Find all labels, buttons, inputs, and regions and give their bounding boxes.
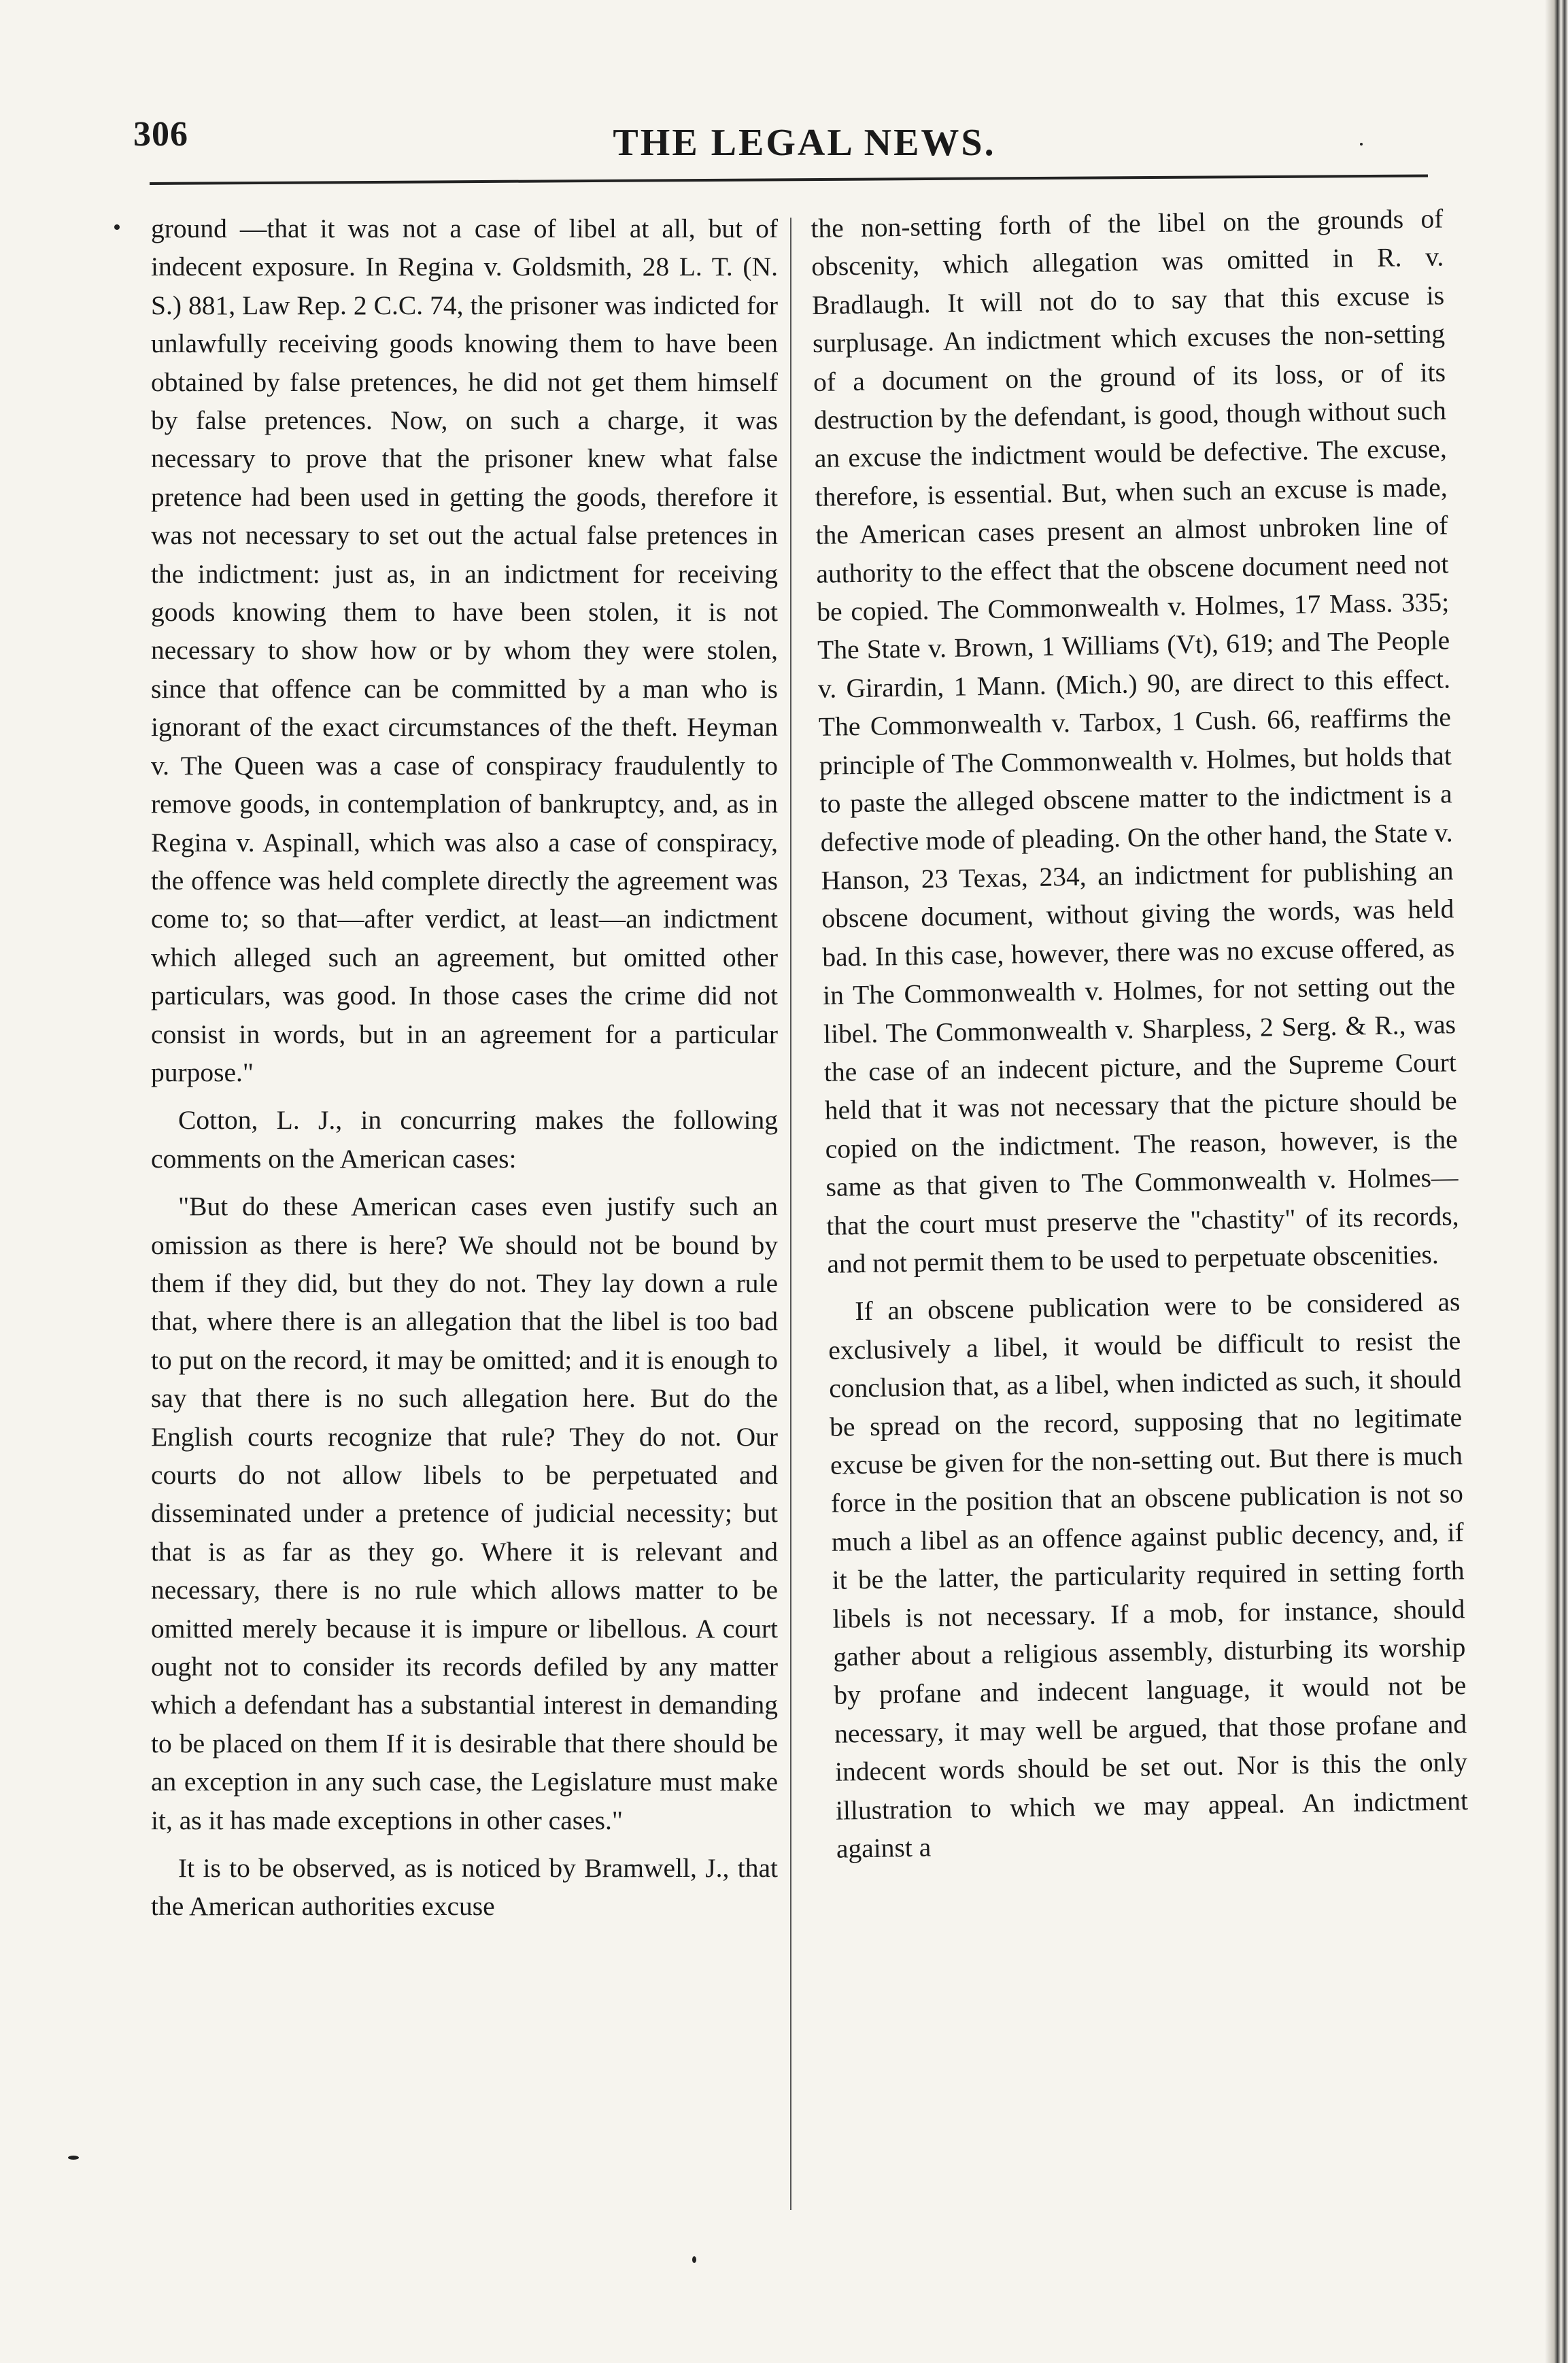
page-number: 306 [133,115,188,154]
page-binding-edge [1545,0,1568,2363]
column-divider [790,218,791,2210]
left-column [151,209,778,1926]
left-paragraph-2: Cotton, L. J., in concurring makes the following comments on the American cases: [151,1105,778,1174]
left-paragraph-4: It is to be observed, as is noticed by Bramwell, J., that the American authorities excuse [151,1853,778,1922]
right-column [811,199,1469,1868]
ink-speck [68,2156,79,2160]
ink-speck [1360,143,1363,146]
running-head-title: THE LEGAL NEWS. [613,122,996,164]
ink-speck [114,224,120,230]
right-paragraph-2: If an obscene publication were to be considered as exclusively a libel, it would be difficult to resist the conclusion that, as a libel, when indicted as such, it should be spread on the record, supposing that no legitimate excuse be given for the non-setting out. But there is much force in the position that an obscene publication is not so much a libel as an offence against public decency, and, if it be the latter, the particularity required in setting forth libels is not necessary. If a mob, for instance, should gather about a religious assembly, disturbing its worship by profane and indecent language, it would not be necessary, it may well be argued, that those profane and indecent words should be set out. Nor is this the only illustration to which we may appeal. An indictment against a [828,1287,1469,1864]
left-paragraph-3: "But do these American cases even justify such an omission as there is here? We should not be bound by them if they did, but they do not. They lay down a rule that, where there is an allegation that the libel is too bad to put on the record, it may be omitted; and it is enough to say that there is no such allegation here. But do the English courts recognize that rule? They do not. Our courts do not allow libels to be perpetuated and disseminated under a pretence of judicial necessity; but that is as far as they go. Where it is relevant and necessary, there is no rule which allows matter to be omitted merely because it is impure or libellous. A court ought not to consider its records defiled by any matter which a defendant has a substantial interest in demanding to be placed on them If it is desirable that there should be an exception in any such case, the Legislature must make it, as it has made exceptions in other cases." [151,1191,778,1835]
left-paragraph-1: ground —that it was not a case of libel at all, but of indecent exposure. In Regina v. Goldsmith, 28 L. T. (N. S.) 881, Law Rep. 2 C.C. 74, the prisoner was indicted for unlawfully receiving goods knowing them to have been obtained by false pretences, he did not get them himself by false pretences. Now, on such a charge, it was necessary to prove that the prisoner knew what false pretence had been used in getting the goods, therefore it was not necessary to set out the actual false pretences in the indictment: just as, in an indictment for receiving goods knowing them to have been stolen, it is not necessary to show how or by whom they were stolen, since that offence can be committed by a man who is ignorant of the exact circumstances of the theft. Heyman v. The Queen was a case of conspiracy fraudulently to remove goods, in contemplation of bankruptcy, and, as in Regina v. Aspinall, which was also a case of conspiracy, the offence was held complete directly the agreement was come to; so that—after verdict, at least—an indictment which alleged such an agreement, but omitted other particulars, was good. In those cases the crime did not consist in words, but in an agreement for a particular purpose." [151,214,778,1087]
header-rule [150,175,1428,185]
ink-speck [692,2256,696,2263]
right-paragraph-1: the non-setting forth of the libel on the grounds of obscenity, which allegation was omitted in R. v. Bradlaugh. It will not do to say that this excuse is surplusage. An indictment which excuses the non-setting of a document on the ground of its loss, or of its destruction by the defendant, is good, though without such an excuse the indictment would be defective. The excuse, therefore, is essential. But, when such an excuse is made, the American cases present an almost unbroken line of authority to the effect that the obscene document need not be copied. The Commonwealth v. Holmes, 17 Mass. 335; The State v. Brown, 1 Williams (Vt), 619; and The People v. Girardin, 1 Mann. (Mich.) 90, are direct to this effect. The Commonwealth v. Tarbox, 1 Cush. 66, reaffirms the principle of The Commonwealth v. Holmes, but holds that to paste the alleged obscene matter to the indictment is a defective mode of pleading. On the other hand, the State v. Hanson, 23 Texas, 234, an indictment for publishing an obscene document, without giving the words, was held bad. In this case, however, there was no excuse offered, as in The Commonwealth v. Holmes, for not setting out the libel. The Commonwealth v. Sharpless, 2 Serg. & R., was the case of an indecent picture, and the Supreme Court held that it was not necessary that the picture should be copied on the indictment. The reason, however, is the same as that given to The Commonwealth v. Holmes—that the court must preserve the "chastity" of its records, and not permit them to be used to perpetuate obscenities. [811,203,1459,1279]
